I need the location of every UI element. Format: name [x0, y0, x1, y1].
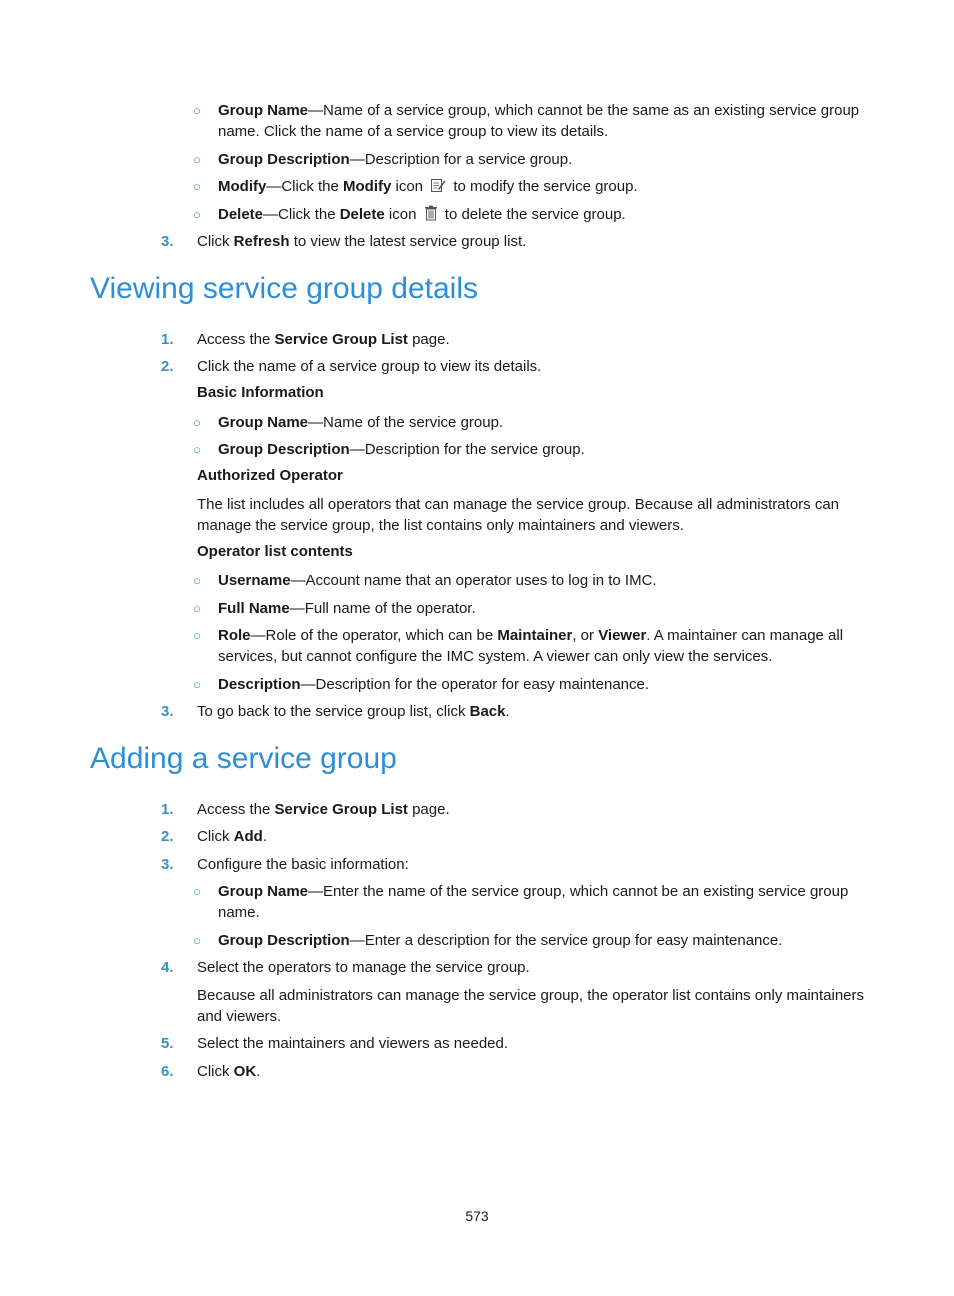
bullet: ○: [193, 601, 201, 616]
step-number: 2.: [161, 828, 174, 845]
step-number: 1.: [161, 331, 174, 348]
paragraph-authorized-operator: The list includes all operators that can manage the service group. Because all administrators can manage the service group, the list contains only maintainers and viewers.: [197, 496, 840, 534]
step-note: Because all administrators can manage the service group, the operator list contains only maintainers and viewers.: [197, 987, 865, 1025]
bullet: ○: [193, 103, 201, 118]
subheading-authorized-operator: Authorized Operator: [197, 467, 343, 484]
modify-icon: [430, 177, 446, 199]
step-number: 3.: [161, 703, 174, 720]
step-number: 1.: [161, 801, 174, 818]
section-heading-viewing: Viewing service group details: [90, 272, 478, 305]
term: Group Description: [218, 151, 350, 168]
term: Delete: [218, 206, 264, 223]
page-number: 573: [465, 1208, 489, 1224]
bullet: ○: [193, 415, 201, 430]
term: Group Name: [218, 102, 309, 119]
step-number: 3.: [161, 856, 174, 873]
section-heading-adding: Adding a service group: [90, 742, 397, 775]
trash-icon: [424, 205, 438, 227]
step-number: 3.: [161, 233, 174, 250]
bullet: ○: [193, 442, 201, 457]
step-number: 4.: [161, 959, 174, 976]
bullet: ○: [193, 933, 201, 948]
bullet: ○: [193, 573, 201, 588]
bullet: ○: [193, 884, 201, 899]
step-number: 6.: [161, 1063, 174, 1080]
subheading-basic-information: Basic Information: [197, 384, 324, 401]
bullet: ○: [193, 628, 201, 643]
step-number: 2.: [161, 358, 174, 375]
subheading-operator-list: Operator list contents: [197, 543, 353, 560]
bullet: ○: [193, 207, 201, 222]
bullet: ○: [193, 179, 201, 194]
step-number: 5.: [161, 1035, 174, 1052]
bullet: ○: [193, 152, 201, 167]
term: Modify: [218, 178, 267, 195]
bullet: ○: [193, 677, 201, 692]
